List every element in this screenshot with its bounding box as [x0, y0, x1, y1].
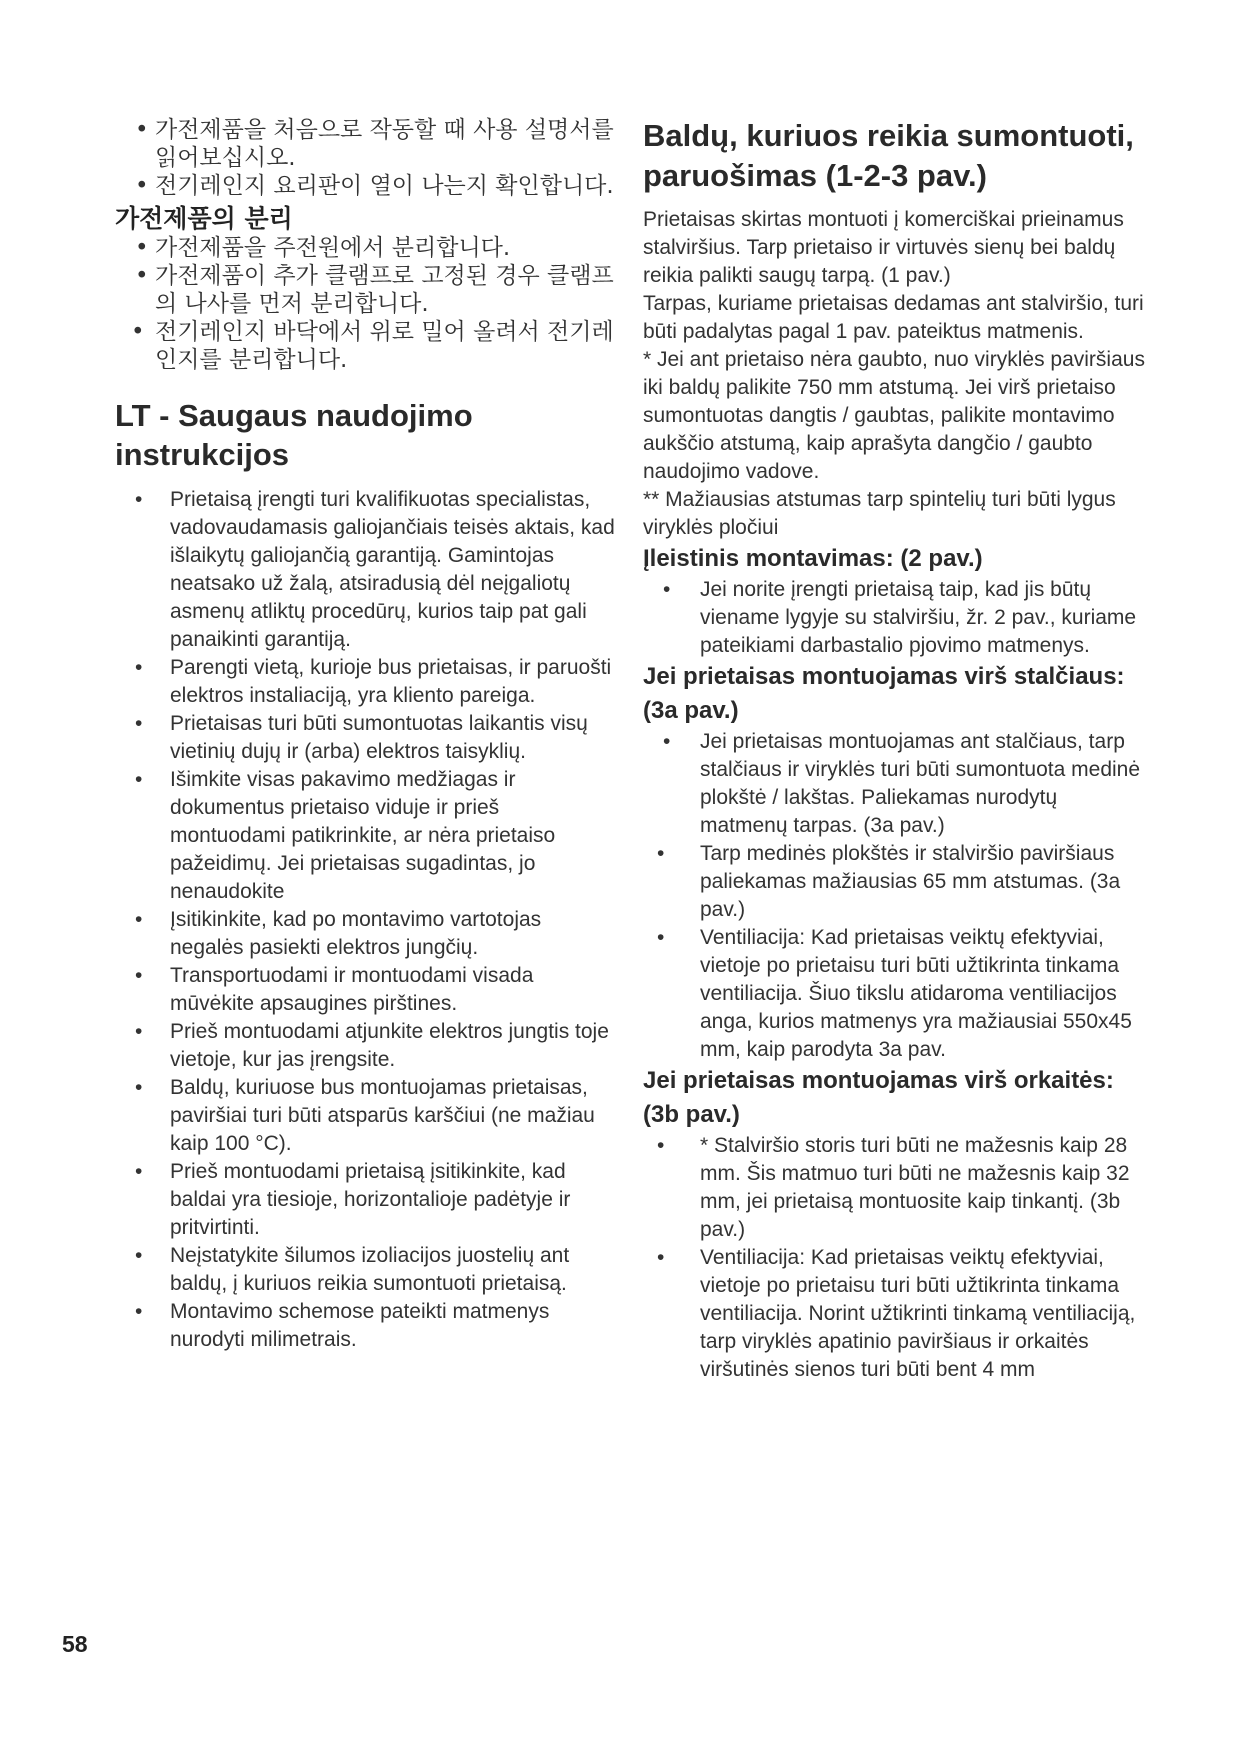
paragraph: ** Mažiausias atstumas tarp spintelių turi būti lygus viryklės pločiui	[643, 488, 1116, 539]
list-item: • Neįstatykite šilumos izoliacijos juostelių ant baldų, į kuriuos reikia sumontuoti prietaisą.	[115, 1242, 620, 1298]
over-oven-list	[643, 1132, 1148, 1384]
paragraph: * Jei ant prietaiso nėra gaubto, nuo viryklės paviršiaus iki baldų palikite 750 mm atstumą. Jei virš prietaiso sumontuotas dangtis / gaubtas, palikite montavimo aukščio atstumą, kaip aprašyta dangčio / gaubto naudojimo vadove.	[643, 348, 1145, 483]
left-column	[115, 116, 620, 1354]
list-item: • * Stalviršio storis turi būti ne mažesnis kaip 28 mm. Šis matmuo turi būti ne mažesnis kaip 32 mm, jei prietaisą montuosite kaip tinkantį. (3b pav.)	[643, 1132, 1148, 1244]
list-item: • Prietaisas turi būti sumontuotas laikantis visų vietinių dujų ir (arba) elektros taisyklių.	[115, 710, 620, 766]
list-item: • Įsitikinkite, kad po montavimo vartotojas negalės pasiekti elektros jungčių.	[115, 906, 620, 962]
list-item: • 전기레인지 바닥에서 위로 밀어 올려서 전기레인지를 분리합니다.	[115, 318, 620, 374]
korean-top-list	[115, 116, 620, 200]
list-item: • Jei norite įrengti prietaisą taip, kad jis būtų viename lygyje su stalviršiu, žr. 2 pav., kuriame pateikiami darbastalio pjovimo matmenys.	[643, 576, 1148, 660]
subheading-over-drawer: Jei prietaisas montuojamas virš stalčiaus: (3a pav.)	[643, 663, 1125, 724]
subheading-over-oven: Jei prietaisas montuojamas virš orkaitės: (3b pav.)	[643, 1067, 1114, 1128]
lt-list	[115, 486, 620, 1354]
list-item: • Išimkite visas pakavimo medžiagas ir dokumentus prietaiso viduje ir prieš montuodami patikrinkite, ar nėra prietaiso pažeidimų. Jei prietaisas sugadintas, jo nenaudokite	[115, 766, 620, 906]
list-item: • Tarp medinės plokštės ir stalviršio paviršiaus paliekamas mažiausias 65 mm atstumas. (3a pav.)	[643, 840, 1148, 924]
list-item: • 가전제품을 주전원에서 분리합니다.	[115, 234, 620, 262]
over-drawer-list	[643, 728, 1148, 1064]
lt-title: LT - Saugaus naudojimo instrukcijos	[115, 398, 473, 472]
page-number: 58	[62, 1631, 88, 1657]
list-item: • Ventiliacija: Kad prietaisas veiktų efektyviai, vietoje po prietaisu turi būti užtikrinta tinkama ventiliacija. Norint užtikrinti tinkamą ventiliaciją, tarp viryklės apatinio paviršiaus ir orkaitės viršutinės sienos turi būti bent 4 mm	[643, 1244, 1148, 1384]
paragraph: Prietaisas skirtas montuoti į komerciškai prieinamus stalviršius. Tarp prietaiso ir virtuvės sienų bei baldų reikia palikti saugų tarpą. (1 pav.)	[643, 208, 1124, 287]
flush-mount-list	[643, 576, 1148, 660]
list-item: • 가전제품을 처음으로 작동할 때 사용 설명서를 읽어보십시오.	[115, 116, 620, 172]
paragraph: Tarpas, kuriame prietaisas dedamas ant stalviršio, turi būti padalytas pagal 1 pav. pateiktus matmenis.	[643, 292, 1144, 343]
list-item: • Transportuodami ir montuodami visada mūvėkite apsaugines pirštines.	[115, 962, 620, 1018]
korean-heading: 가전제품의 분리	[115, 204, 293, 233]
list-item: • Prietaisą įrengti turi kvalifikuotas specialistas, vadovaudamasis galiojančiais teisės aktais, kad išlaikytų galiojančią garantiją. Gamintojas neatsako už žalą, atsiradusią dėl neįgaliotų asmenų atliktų procedūrų, kurios taip pat gali panaikinti garantiją.	[115, 486, 620, 654]
list-item: • Parengti vietą, kurioje bus prietaisas, ir paruošti elektros instaliaciją, yra kliento pareiga.	[115, 654, 620, 710]
korean-list	[115, 234, 620, 374]
list-item: • Baldų, kuriuose bus montuojamas prietaisas, paviršiai turi būti atsparūs karščiui (ne mažiau kaip 100 °C).	[115, 1074, 620, 1158]
list-item: • Prieš montuodami prietaisą įsitikinkite, kad baldai yra tiesioje, horizontalioje padėtyje ir pritvirtinti.	[115, 1158, 620, 1242]
section-title: Baldų, kuriuos reikia sumontuoti, paruošimas (1-2-3 pav.)	[643, 118, 1134, 193]
subheading-flush-mount: Įleistinis montavimas: (2 pav.)	[643, 545, 983, 572]
list-item: • Jei prietaisas montuojamas ant stalčiaus, tarp stalčiaus ir viryklės turi būti sumontuota medinė plokštė / lakštas. Paliekamas nurodytų matmenų tarpas. (3a pav.)	[643, 728, 1148, 840]
list-item: • Ventiliacija: Kad prietaisas veiktų efektyviai, vietoje po prietaisu turi būti užtikrinta tinkama ventiliacija. Šiuo tikslu atidaroma ventiliacijos anga, kurios matmenys yra mažiausiai 550x45 mm, kaip parodyta 3a pav.	[643, 924, 1148, 1064]
list-item: • 전기레인지 요리판이 열이 나는지 확인합니다.	[115, 172, 620, 200]
list-item: • Prieš montuodami atjunkite elektros jungtis toje vietoje, kur jas įrengsite.	[115, 1018, 620, 1074]
list-item: • Montavimo schemose pateikti matmenys nurodyti milimetrais.	[115, 1298, 620, 1354]
right-column	[643, 116, 1148, 1384]
list-item: • 가전제품이 추가 클램프로 고정된 경우 클램프의 나사를 먼저 분리합니다.	[115, 262, 620, 318]
